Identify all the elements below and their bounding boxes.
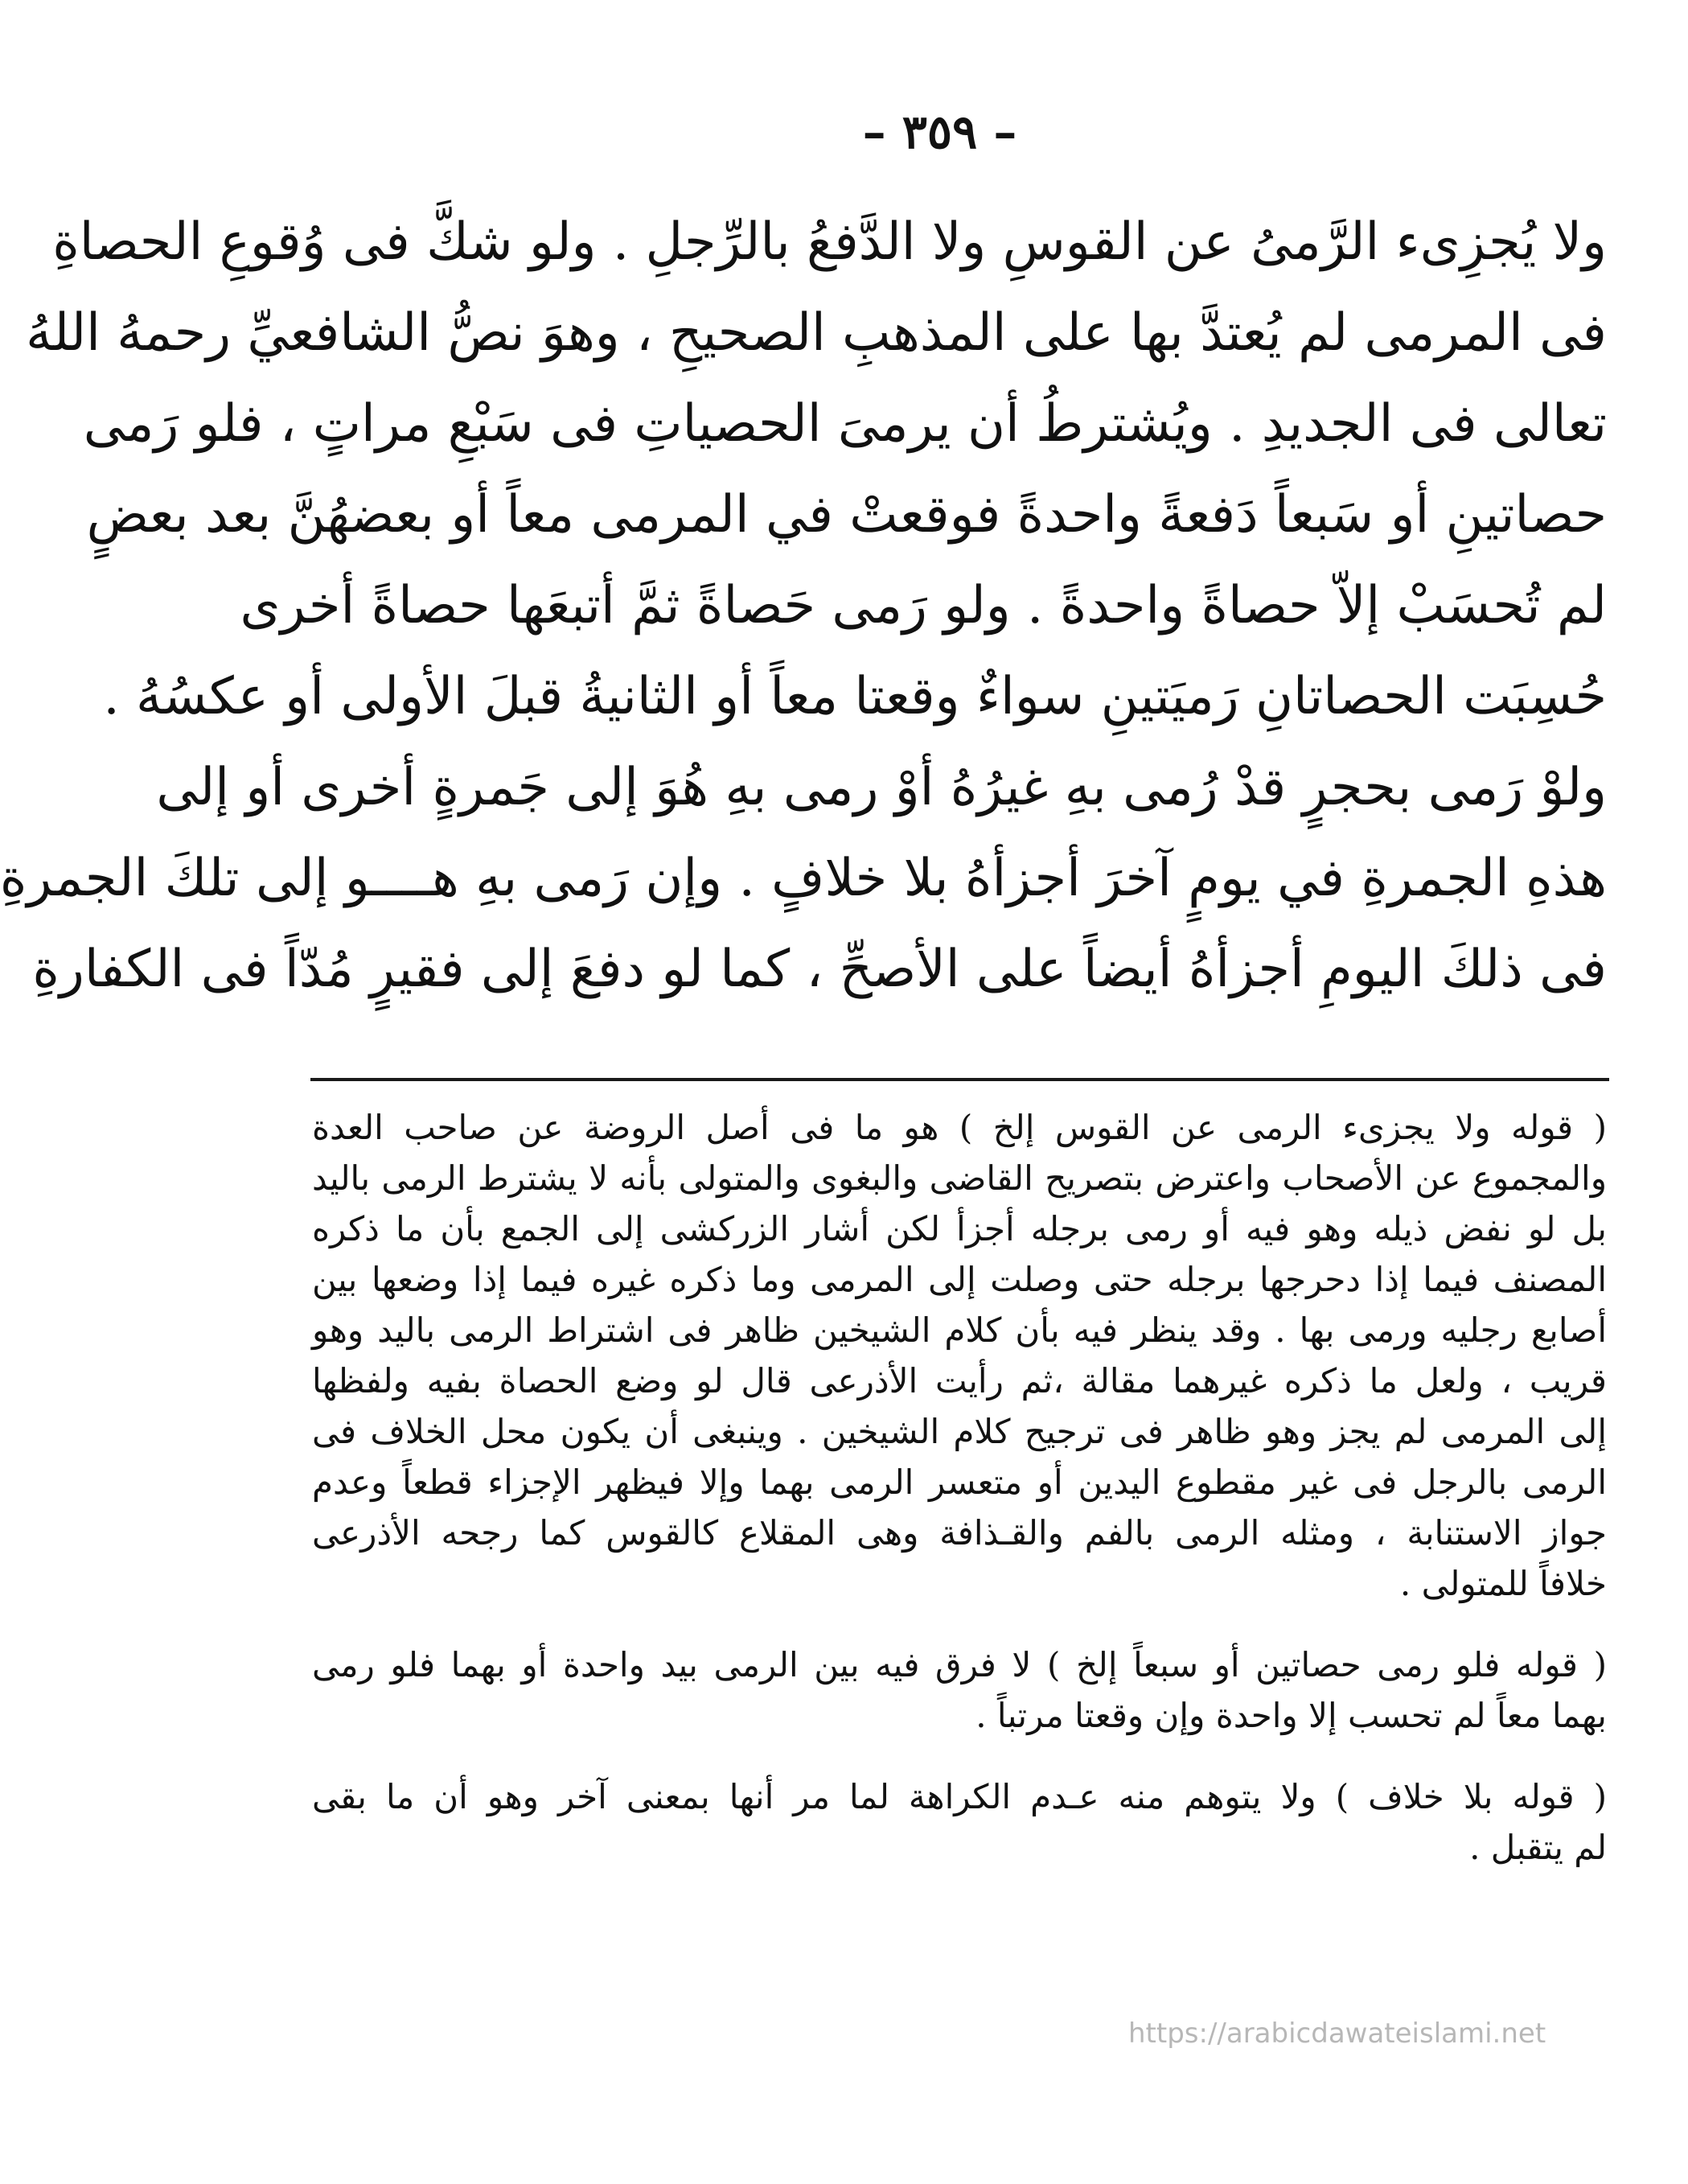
main-text-line: حصاتينِ أو سَبعاً دَفعةً واحدةً فوقعتْ في المرمى معاً أو بعضهُنَّ بعد بعضٍ [86, 485, 1607, 545]
main-text-line: حُسِبَت الحصاتانِ رَميَتينِ سواءٌ وقعتا معاً أو الثانيةُ قبلَ الأولى أو عكسُهُ . [103, 667, 1607, 726]
footnote-line: والمجموع عن الأصحاب واعترض بتصريح القاضى والبغوى والمتولى بأنه لا يشترط الرمى باليد [312, 1158, 1607, 1198]
main-text-body [0, 197, 1607, 1015]
footnote-line: أصابع رجليه ورمى بها . وقد ينظر فيه بأن كلام الشيخين ظاهر فى اشتراط الرمى باليد وهو [312, 1310, 1607, 1350]
footnote-line: ( قوله بلا خلاف ) ولا يتوهم منه عـدم الكراهة لما مر أنها بمعنى آخر وهو أن ما بقى [312, 1777, 1607, 1816]
footnotes [312, 1102, 1607, 1903]
footnote-3 [312, 1771, 1607, 1873]
page-number: – ٣٥٩ – [862, 105, 1017, 159]
main-text-line: هذهِ الجمرةِ في يومٍ آخرَ أجزأهُ بلا خلافٍ . وإن رَمى بهِ هــــو إلى تلكَ الجمرةِ [0, 849, 1607, 908]
main-text-line: لم تُحسَبْ إلاّ حصاةً واحدةً . ولو رَمى حَصاةً ثمَّ أتبعَها حصاةً أخرى [240, 576, 1607, 635]
footnote-line: ( قوله ولا يجزىء الرمى عن القوس إلخ ) هو ما فى أصل الروضة عن صاحب العدة [312, 1108, 1607, 1147]
footnote-line: بهما معاً لم تحسب إلا واحدة وإن وقعتا مرتباً . [975, 1696, 1607, 1735]
footnote-1 [312, 1102, 1607, 1609]
footnote-line: بل لو نفض ذيله وهو فيه أو رمى برجله أجزأ لكن أشار الزركشى إلى الجمع بأن ما ذكره [312, 1209, 1607, 1248]
footnote-line: المصنف فيما إذا دحرجها برجله حتى وصلت إلى المرمى وما ذكره غيره فيما إذا وضعها بين [312, 1260, 1607, 1299]
footnote-2 [312, 1639, 1607, 1741]
footnote-line: إلى المرمى لم يجز وهو ظاهر فى ترجيح كلام الشيخين . وينبغى أن يكون محل الخلاف فى [312, 1412, 1607, 1451]
footnote-line: جواز الاستنابة ، ومثله الرمى بالفم والقـذافة وهى المقلاع كالقوس كما رجحه الأذرعى [312, 1513, 1607, 1553]
main-text-line: ولوْ رَمى بحجرٍ قدْ رُمى بهِ غيرُهُ أوْ رمى بهِ هُوَ إلى جَمرةٍ أخرى أو إلى [156, 758, 1607, 817]
main-text-line: ولا يُجزِىء الرَّمىُ عن القوسِ ولا الدَّفعُ بالرِّجلِ . ولو شكَّ فى وُقوعِ الحصاةِ [52, 212, 1607, 272]
main-text-line: تعالى فى الجديدِ . ويُشترطُ أن يرمىَ الحصياتِ فى سَبْعِ مراتٍ ، فلو رَمى [83, 394, 1607, 454]
footnote-line: الرمى بالرجل فى غير مقطوع اليدين أو متعسر الرمى بهما وإلا فيظهر الإجزاء قطعاً وعدم [312, 1462, 1607, 1502]
footnote-divider [310, 1078, 1609, 1081]
footnote-line: خلافاً للمتولى . [1399, 1564, 1607, 1603]
footnote-line: قريب ، ولعل ما ذكره غيرهما مقالة ،ثم رأيت الأذرعى قال لو وضع الحصاة بفيه ولفظها [312, 1361, 1607, 1400]
source-watermark: https://arabicdawateislami.net [1128, 2017, 1546, 2050]
footnote-line: لم يتقبل . [1469, 1828, 1607, 1867]
main-text-line: فى المرمى لم يُعتدَّ بها على المذهبِ الصحيحِ ، وهوَ نصُّ الشافعيِّ رحمهُ اللهُ [26, 303, 1607, 363]
footnote-line: ( قوله فلو رمى حصاتين أو سبعاً إلخ ) لا فرق فيه بين الرمى بيد واحدة أو بهما فلو رمى [312, 1645, 1607, 1684]
main-text-line: فى ذلكَ اليومِ أجزأهُ أيضاً على الأصحِّ ، كما لو دفعَ إلى فقيرٍ مُدّاً فى الكفارةِ [32, 940, 1607, 999]
